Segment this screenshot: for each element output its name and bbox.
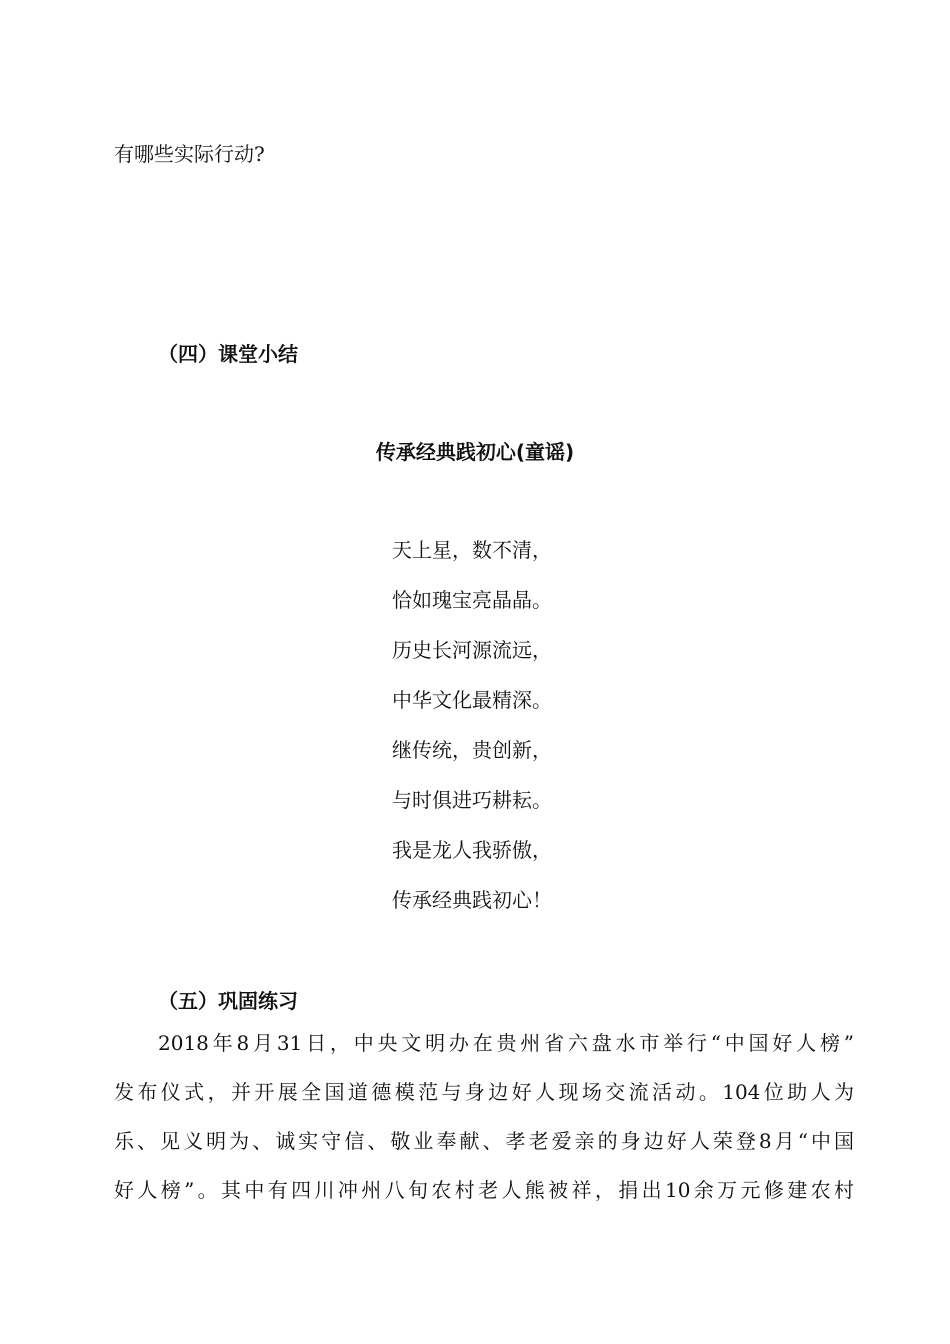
section-heading-practice: （五）巩固练习	[158, 989, 298, 1013]
poem-line: 恰如瑰宝亮晶晶。	[392, 588, 552, 612]
poem-title: 传承经典践初心(童谣)	[375, 440, 575, 464]
section-heading-summary: （四）课堂小结	[158, 342, 298, 366]
paragraph-line: 发布仪式，并开展全国道德模范与身边好人现场交流活动。104位助人为	[114, 1080, 854, 1104]
poem-line: 继传统，贵创新，	[392, 738, 552, 762]
poem-line: 天上星，数不清，	[392, 538, 552, 562]
poem-line: 传承经典践初心！	[392, 888, 552, 912]
poem-line: 中华文化最精深。	[392, 688, 552, 712]
poem-line: 我是龙人我骄傲，	[392, 838, 552, 862]
paragraph-line: 好人榜”。其中有四川冲州八旬农村老人熊被祥，捐出10余万元修建农村	[114, 1178, 854, 1202]
poem-line: 历史长河源流远，	[392, 638, 552, 662]
poem-line: 与时俱进巧耕耘。	[392, 788, 552, 812]
paragraph-line: 乐、见义明为、诚实守信、敬业奉献、孝老爱亲的身边好人荣登8月“中国	[114, 1129, 854, 1153]
paragraph-line: 2018年8月31日，中央文明办在贵州省六盘水市举行“中国好人榜”	[158, 1031, 854, 1055]
intro-question-line: 有哪些实际行动?	[114, 142, 265, 166]
practice-paragraph	[114, 1026, 854, 1222]
poem-body	[392, 535, 552, 935]
